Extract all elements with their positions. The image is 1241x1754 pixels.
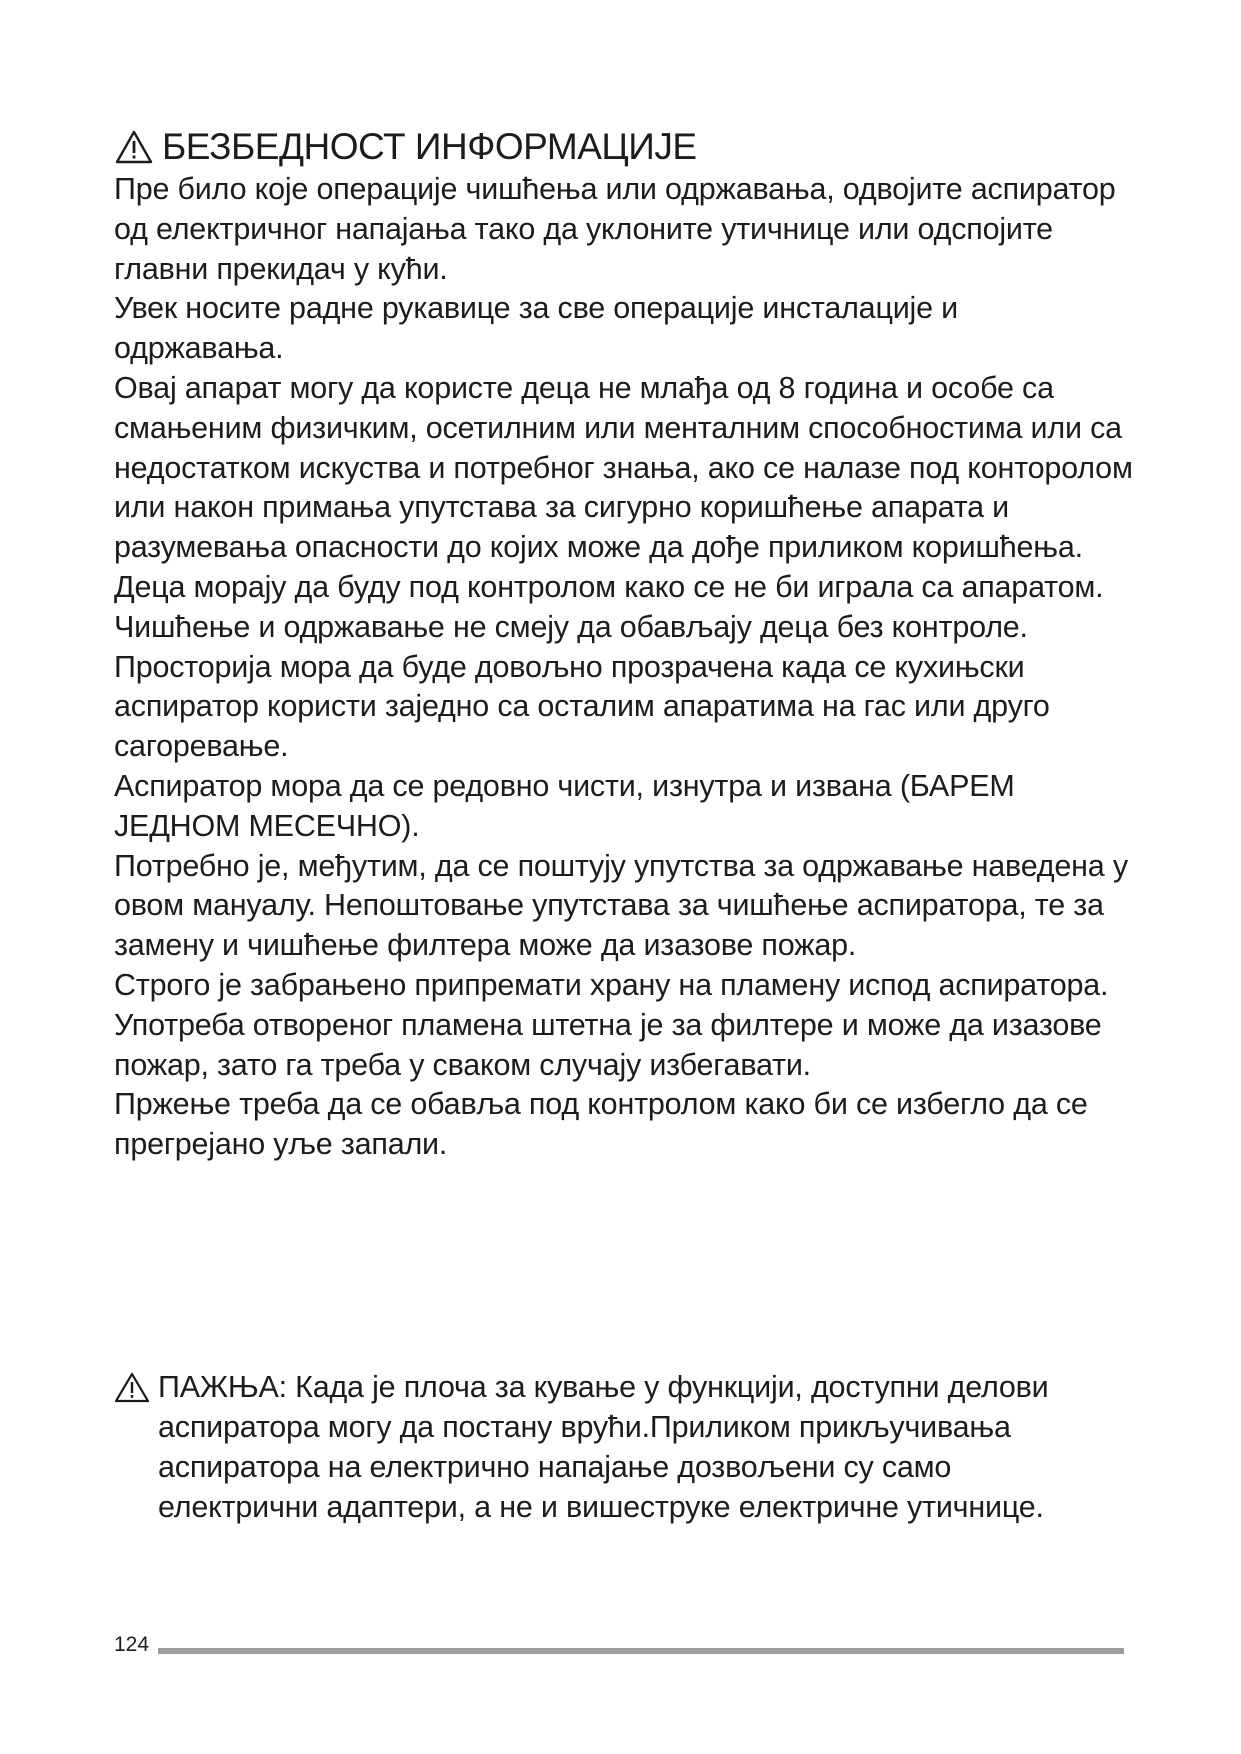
page-number: 124 — [114, 1633, 150, 1656]
paragraph-frying: Пржење треба да се обавља под контролом како би се избегло да се прегрејано уље запали. — [114, 1087, 1088, 1162]
paragraph-gloves: Увек носите радне рукавице за све операције инсталације и одржавања. — [114, 291, 959, 366]
paragraph-maintenance: Потребно је, међутим, да се поштују упутства за одржавање наведена у овом мануалу. Непоштовање упутстава за чишћење аспиратора, те за замену и чишћење филтера може да изазове пожар. — [114, 848, 1128, 963]
page-footer — [114, 1632, 1124, 1658]
warning-triangle-icon — [114, 1372, 150, 1403]
paragraph-children-usage: Овај апарат могу да користе деца не млађа од 8 година и особе са смањеним физичким, осетилним или менталним способностима или са недостатком искуства и потребног знања, ако се налазе под конторолом или након примања упутстава за сигурно коришћење апарата и разумевања опасности до којих може да дође приликом коришћења. — [114, 370, 1133, 565]
footer-rule — [158, 1648, 1124, 1654]
warning-note — [114, 1367, 1114, 1527]
paragraph-cleaning: Аспиратор мора да се редовно чисти, изнутра и извана (БАРЕМ ЈЕДНОМ МЕСЕЧНО). — [114, 768, 1015, 843]
paragraph-ventilation: Просторија мора да буде довољно прозрачена када се кухињски аспиратор користи заједно са осталим апаратима на гас или друго сагоревање. — [114, 649, 1050, 764]
safety-text — [114, 170, 1134, 1165]
paragraph-disconnect: Пре било које операције чишћења или одржавања, одвојите аспиратор од електричног напајања тако да уклоните утичнице или одспојите главни прекидач у кући. — [114, 172, 1116, 286]
section-title: БЕЗБЕДНОСТ ИНФОРМАЦИЈЕ — [162, 126, 697, 167]
warning-triangle-icon — [114, 129, 154, 165]
section-heading — [114, 124, 697, 170]
paragraph-flambe: Строго је забрањено припремати храну на пламену испод аспиратора. — [114, 967, 1109, 1002]
warning-note-text: ПАЖЊА: Када је плоча за кување у функцији, доступни делови аспиратора могу да постану врући.Приликом прикључивања аспиратора на електрично напајање дозвољени су само електрични адаптери, а не и вишеструке електричне утичнице. — [158, 1370, 1049, 1524]
paragraph-open-flame: Употреба отвореног пламена штетна је за филтере и може да изазове пожар, зато га треба у сваком случају избегавати. — [114, 1007, 1102, 1082]
paragraph-children-supervision: Деца морају да буду под контролом како се не би играла са апаратом. Чишћење и одржавање не смеју да обављају деца без контроле. — [114, 569, 1104, 644]
